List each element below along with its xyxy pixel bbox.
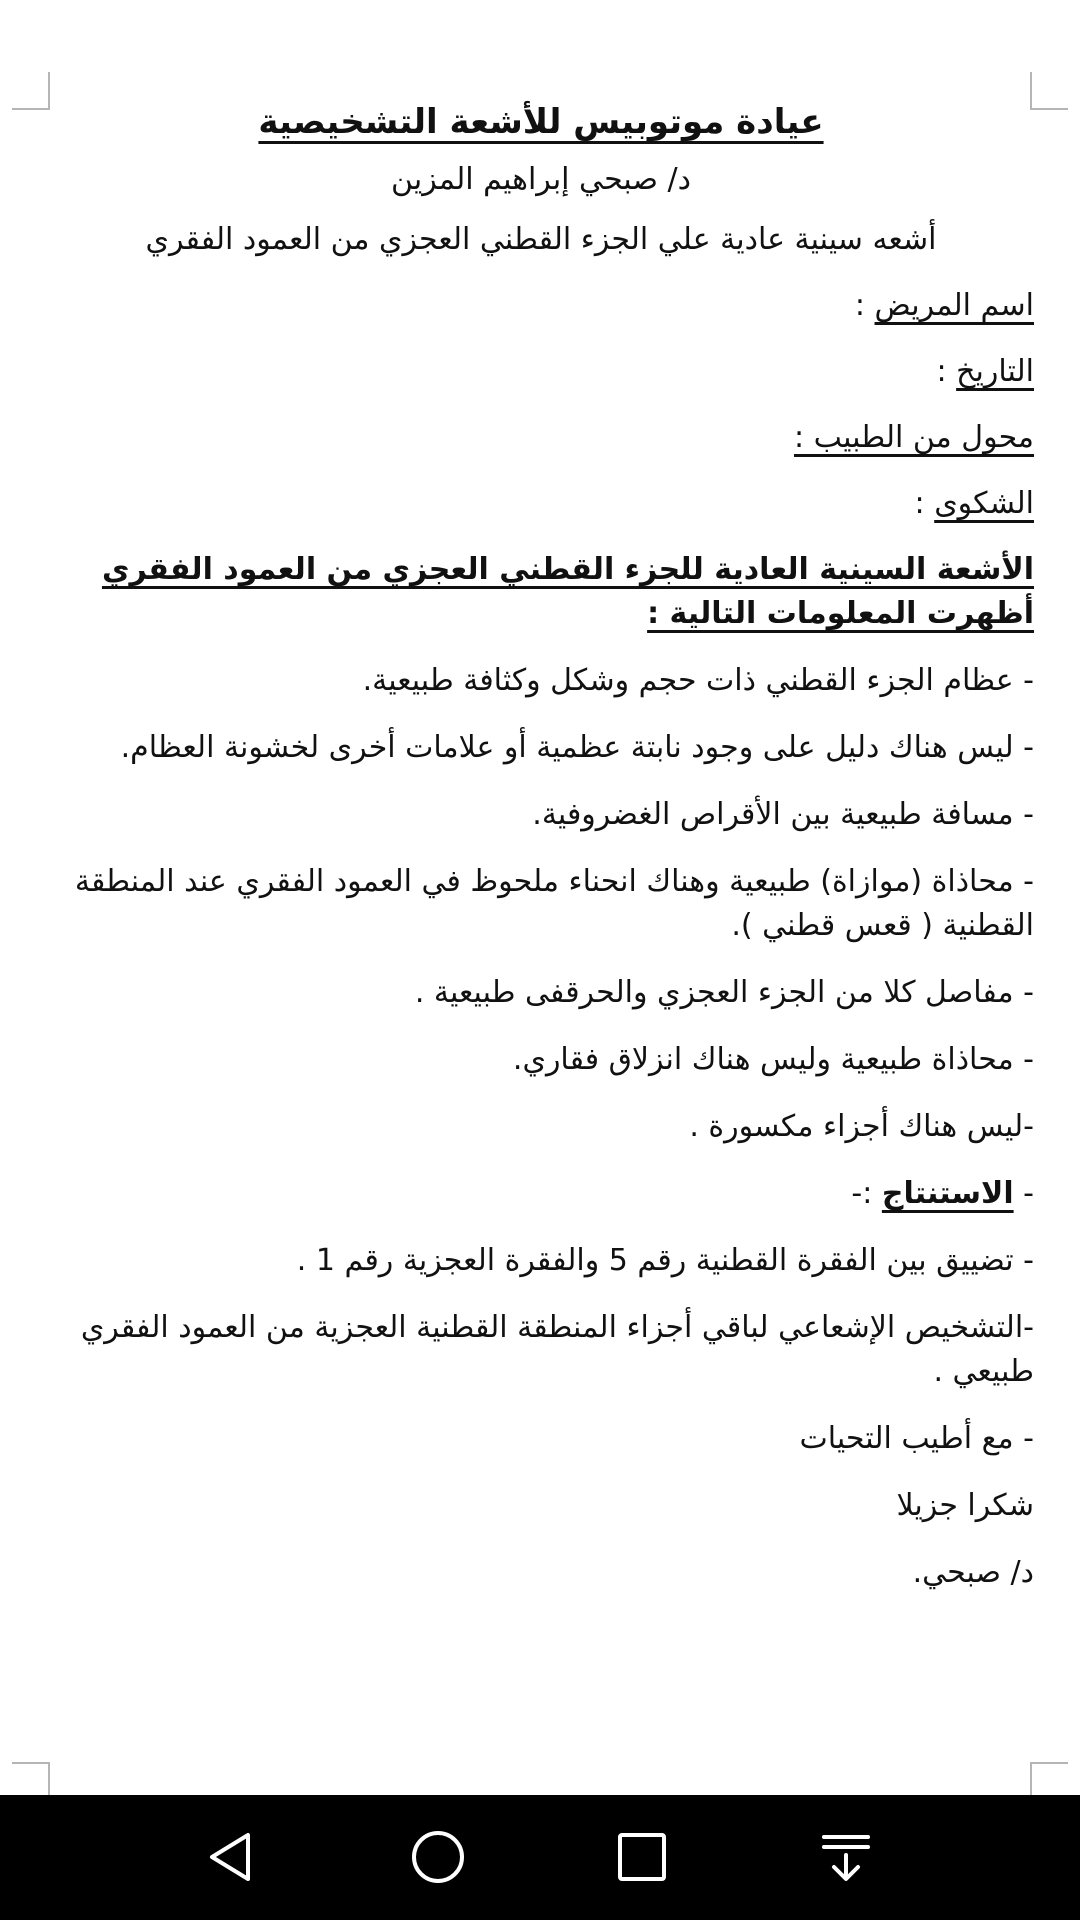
- clinic-title: عيادة موتوبيس للأشعة التشخيصية: [258, 102, 824, 142]
- complaint-field: الشكوى :: [914, 486, 1034, 521]
- finding-item: -ليس هناك أجزاء مكسورة .: [689, 1109, 1034, 1144]
- finding-item: - ليس هناك دليل على وجود نابتة عظمية أو علامات أخرى لخشونة العظام.: [120, 730, 1034, 765]
- finding-item: - عظام الجزء القطني ذات حجم وشكل وكثافة طبيعية.: [362, 663, 1034, 698]
- signature-line: د/ صبحي.: [912, 1555, 1034, 1590]
- finding-item: - مسافة طبيعية بين الأقراص الغضروفية.: [532, 797, 1034, 832]
- home-button[interactable]: [406, 1825, 470, 1889]
- system-navigation-bar: [0, 1795, 1080, 1920]
- page-corner-mark: [1030, 72, 1068, 110]
- conclusion-item: - تضييق بين الفقرة القطنية رقم 5 والفقرة العجزية رقم 1 .: [296, 1243, 1034, 1278]
- page-corner-mark: [12, 72, 50, 110]
- finding-item: - مفاصل كلا من الجزء العجزي والحرقفى طبيعية .: [414, 975, 1034, 1010]
- notification-pull-down-icon: [818, 1829, 874, 1885]
- home-circle-icon: [410, 1829, 466, 1885]
- recents-square-icon: [614, 1829, 670, 1885]
- recents-button[interactable]: [610, 1825, 674, 1889]
- back-triangle-icon: [204, 1829, 260, 1885]
- findings-heading: الأشعة السينية العادية للجزء القطني العجزي من العمود الفقري أظهرت المعلومات التالية :: [101, 552, 1034, 631]
- finding-item: - محاذاة طبيعية وليس هناك انزلاق فقاري.: [512, 1042, 1034, 1077]
- finding-item: - محاذاة (موازاة) طبيعية وهناك انحناء ملحوظ في العمود الفقري عند المنطقة القطنية ( قعس قطني ).: [74, 864, 1034, 943]
- conclusion-heading: - الاستنتاج :-: [851, 1176, 1034, 1211]
- conclusion-item: -التشخيص الإشعاعي لباقي أجزاء المنطقة القطنية العجزية من العمود الفقري طبيعي .: [80, 1310, 1034, 1389]
- referring-doctor-field: محول من الطبيب :: [794, 420, 1034, 455]
- patient-name-field: اسم المريض :: [854, 288, 1034, 323]
- closing-line: - مع أطيب التحيات: [799, 1421, 1034, 1456]
- doctor-name: د/ صبحي إبراهيم المزين: [391, 162, 691, 197]
- thanks-line: شكرا جزيلا: [896, 1488, 1034, 1523]
- exam-description: أشعه سينية عادية علي الجزء القطني العجزي من العمود الفقري: [145, 222, 937, 257]
- date-field: التاريخ :: [936, 354, 1034, 389]
- document-body[interactable]: [48, 100, 1034, 1595]
- notifications-button[interactable]: [814, 1825, 878, 1889]
- back-button[interactable]: [200, 1825, 264, 1889]
